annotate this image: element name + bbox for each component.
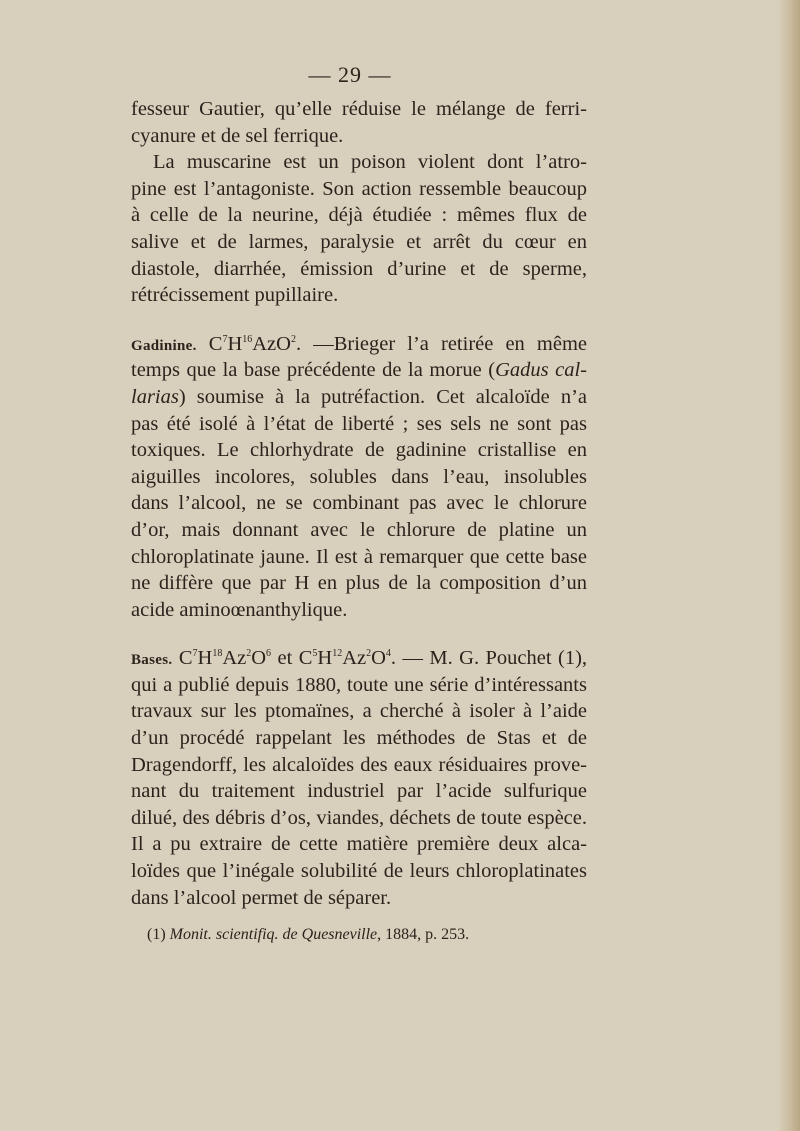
text-line: pine est l’antagoniste. Son action ressemble beaucoup [131,177,587,200]
text-line: dilué, des débris d’os, viandes, déchets de toute espèce. [131,806,587,829]
text-line: dans l’alcool, ne se combinant pas avec le chlorure [131,492,587,515]
text-line: nant du traitement industriel par l’acide sulfurique [131,780,587,803]
bases-first-line: Bases. $C^7H^{18}Az^2O^6$ et $C^5H^{12}Az^2O^4$. — M. G. Pouchet (1), [131,647,588,670]
text-line: larias) soumise à la putréfaction. Cet alcaloïde n’a [131,385,587,408]
text-line: acide aminoœnanthylique. [131,598,348,621]
text-line: pas été isolé à l’état de liberté ; ses sels ne sont pas [131,412,587,435]
text-line: qui a publié depuis 1880, toute une série d’intéressants [131,673,587,696]
text-line: toxiques. Le chlorhydrate de gadinine cristallise en [131,439,587,462]
text-line: loïdes que l’inégale solubilité de leurs chloroplatinates [131,860,587,883]
text-line: d’or, mais donnant avec le chlorure de platine un [131,518,587,541]
text-line: fesseur Gautier, qu’elle réduise le mélange de ferri- [131,98,587,120]
text-line: cyanure et de sel ferrique. [131,124,344,147]
text-line: chloroplatinate jaune. Il est à remarquer que cette base [131,545,587,568]
text-line: rétrécissement pupillaire. [131,284,339,307]
text-line: aiguilles incolores, solubles dans l’eau, insolubles [131,465,587,488]
text-line: travaux sur les ptomaïnes, a cherché à isoler à l’aide [131,700,587,723]
text-line: dans l’alcool permet de séparer. [131,886,392,909]
text-line: salive et de larmes, paralysie et arrêt du cœur en [131,230,587,253]
formula: $C^5H^{12}Az^2O^4$ [298,647,391,670]
text-line: Il a pu extraire de cette matière première deux alca- [131,833,587,856]
formula: $C^7H^{16}AzO^2$ [208,332,296,355]
text-line: ne diffère que par H en plus de la composition d’un [131,572,587,595]
formula: $C^7H^{18}Az^2O^6$ [178,647,272,670]
page-number: — 29 — [308,62,392,87]
text-line: d’un procédé rappelant les méthodes de Stas et de [131,727,587,750]
text-line: à celle de la neurine, déjà étudiée : mêmes flux de [131,204,587,227]
section-heading-bases: Bases. [131,652,173,669]
footnote: (1) Monit. scientifiq. de Quesneville, 1884, p. 253. [147,926,470,943]
gadinine-first-line: Gadinine. $C^7H^{16}AzO^2$. —Brieger l’a retirée en même [131,332,587,355]
page-edge [778,0,800,1131]
text-line: diastole, diarrhée, émission d’urine et de sperme, [131,257,587,280]
body-text [131,96,587,911]
section-heading-gadinine: Gadinine. [131,337,197,354]
text-line: temps que la base précédente de la morue (Gadus cal- [131,359,587,382]
text-line: La muscarine est un poison violent dont l’atro- [153,151,587,174]
text-line: Dragendorff, les alcaloïdes des eaux résiduaires prove- [131,753,587,776]
